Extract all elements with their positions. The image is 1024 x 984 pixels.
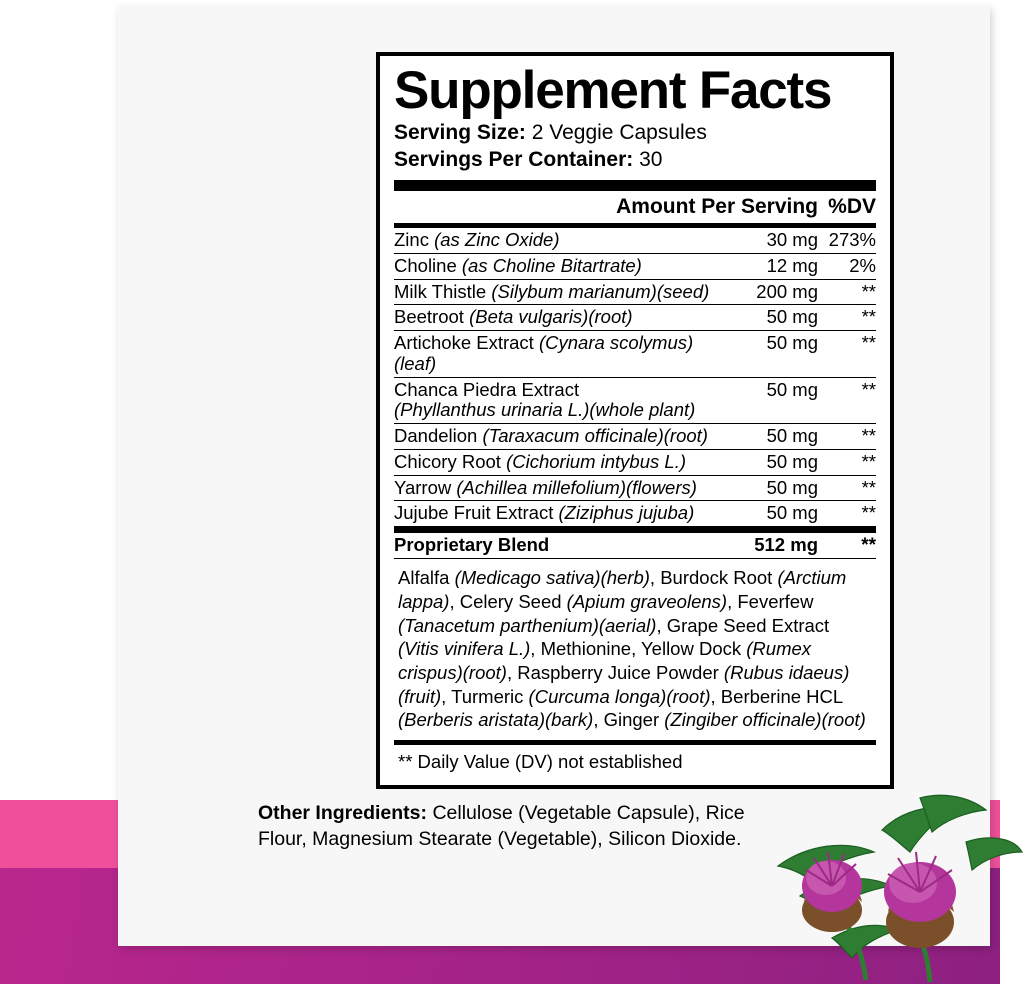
supplement-facts-panel (376, 52, 894, 789)
ingredient-name: Yarrow (Achillea millefolium)(flowers) (394, 475, 722, 501)
other-ingredients-value: Cellulose (Vegetable Capsule), Rice Flour, Magnesium Stearate (Vegetable), Silicon Dioxide. (258, 802, 745, 850)
header-amount-per-serving: Amount Per Serving (616, 194, 818, 218)
daily-value-footnote: ** Daily Value (DV) not established (398, 750, 683, 772)
table-row (394, 254, 876, 280)
other-ingredients-label: Other Ingredients: (258, 802, 428, 824)
ingredient-name: Zinc (as Zinc Oxide) (394, 228, 722, 253)
servings-per-container-label: Servings Per Container: (394, 147, 634, 171)
ingredient-name: Chanca Piedra Extract (Phyllanthus urinaria L.)(whole plant) (394, 377, 722, 423)
serving-size-line (394, 120, 876, 147)
ingredient-dv: 2% (818, 254, 876, 280)
background-right-white-margin (1000, 0, 1024, 984)
ingredient-amount: 200 mg (722, 279, 818, 305)
ingredient-dv: ** (818, 377, 876, 423)
ingredient-dv: ** (818, 331, 876, 377)
table-row (394, 449, 876, 475)
ingredient-dv: 273% (818, 228, 876, 253)
table-header-row (394, 191, 876, 224)
ingredient-amount: 50 mg (722, 331, 818, 377)
ingredient-amount: 50 mg (722, 475, 818, 501)
ingredient-amount: 30 mg (722, 228, 818, 253)
table-row (394, 279, 876, 305)
table-row-proprietary-blend (394, 533, 876, 558)
ingredient-amount: 50 mg (722, 424, 818, 450)
servings-per-container-value: 30 (639, 147, 663, 171)
blend-dv: ** (861, 534, 876, 556)
table-row (394, 377, 876, 423)
serving-size-value: 2 Veggie Capsules (531, 121, 707, 145)
ingredient-dv: ** (818, 475, 876, 501)
ingredient-dv: ** (818, 305, 876, 331)
ingredient-name: Choline (as Choline Bitartrate) (394, 254, 722, 280)
table-row (394, 475, 876, 501)
page-title: Supplement Facts (394, 61, 832, 120)
blend-name: Proprietary Blend (394, 533, 550, 555)
nutrition-table (394, 191, 876, 224)
divider-thick-top (394, 180, 876, 191)
ingredient-amount: 50 mg (722, 449, 818, 475)
table-row (394, 228, 876, 253)
blend-ingredient-list: Alfalfa (Medicago sativa)(herb), Burdock Root (Arctium lappa), Celery Seed (Apium graveolens), Feverfew (Tanacetum parthenium)(aerial), Grape Seed Extract (Vitis vinifera L.), Methionine, Yellow Dock (Rumex crispus)(root), Raspberry Juice Powder (Rubus idaeus)(fruit), Turmeric (Curcuma longa)(root), Berberine HCL (Berberis aristata)(bark), Ginger (Zingiber officinale)(root) (398, 567, 866, 731)
table-row (394, 331, 876, 377)
ingredient-name: Milk Thistle (Silybum marianum)(seed) (394, 279, 722, 305)
ingredient-name: Beetroot (Beta vulgaris)(root) (394, 305, 722, 331)
servings-per-container-line (394, 147, 876, 174)
header-dv: %DV (828, 194, 876, 218)
table-row (394, 501, 876, 527)
ingredient-dv: ** (818, 424, 876, 450)
ingredient-dv: ** (818, 449, 876, 475)
table-row (394, 305, 876, 331)
ingredient-amount: 50 mg (722, 501, 818, 527)
ingredient-name: Artichoke Extract (Cynara scolymus)(leaf) (394, 331, 722, 377)
ingredient-amount: 50 mg (722, 377, 818, 423)
blend-amount: 512 mg (754, 533, 818, 555)
ingredient-name: Chicory Root (Cichorium intybus L.) (394, 449, 722, 475)
ingredient-rows-table (394, 228, 876, 527)
ingredient-dv: ** (818, 501, 876, 527)
serving-size-label: Serving Size: (394, 121, 526, 145)
ingredient-amount: 12 mg (722, 254, 818, 280)
ingredient-dv: ** (818, 279, 876, 305)
ingredient-name: Dandelion (Taraxacum officinale)(root) (394, 424, 722, 450)
ingredient-amount: 50 mg (722, 305, 818, 331)
proprietary-blend-table (394, 533, 876, 558)
background-left-white-margin (0, 0, 112, 800)
ingredient-name: Jujube Fruit Extract (Ziziphus jujuba) (394, 501, 722, 527)
table-row (394, 424, 876, 450)
other-ingredients (258, 801, 798, 852)
